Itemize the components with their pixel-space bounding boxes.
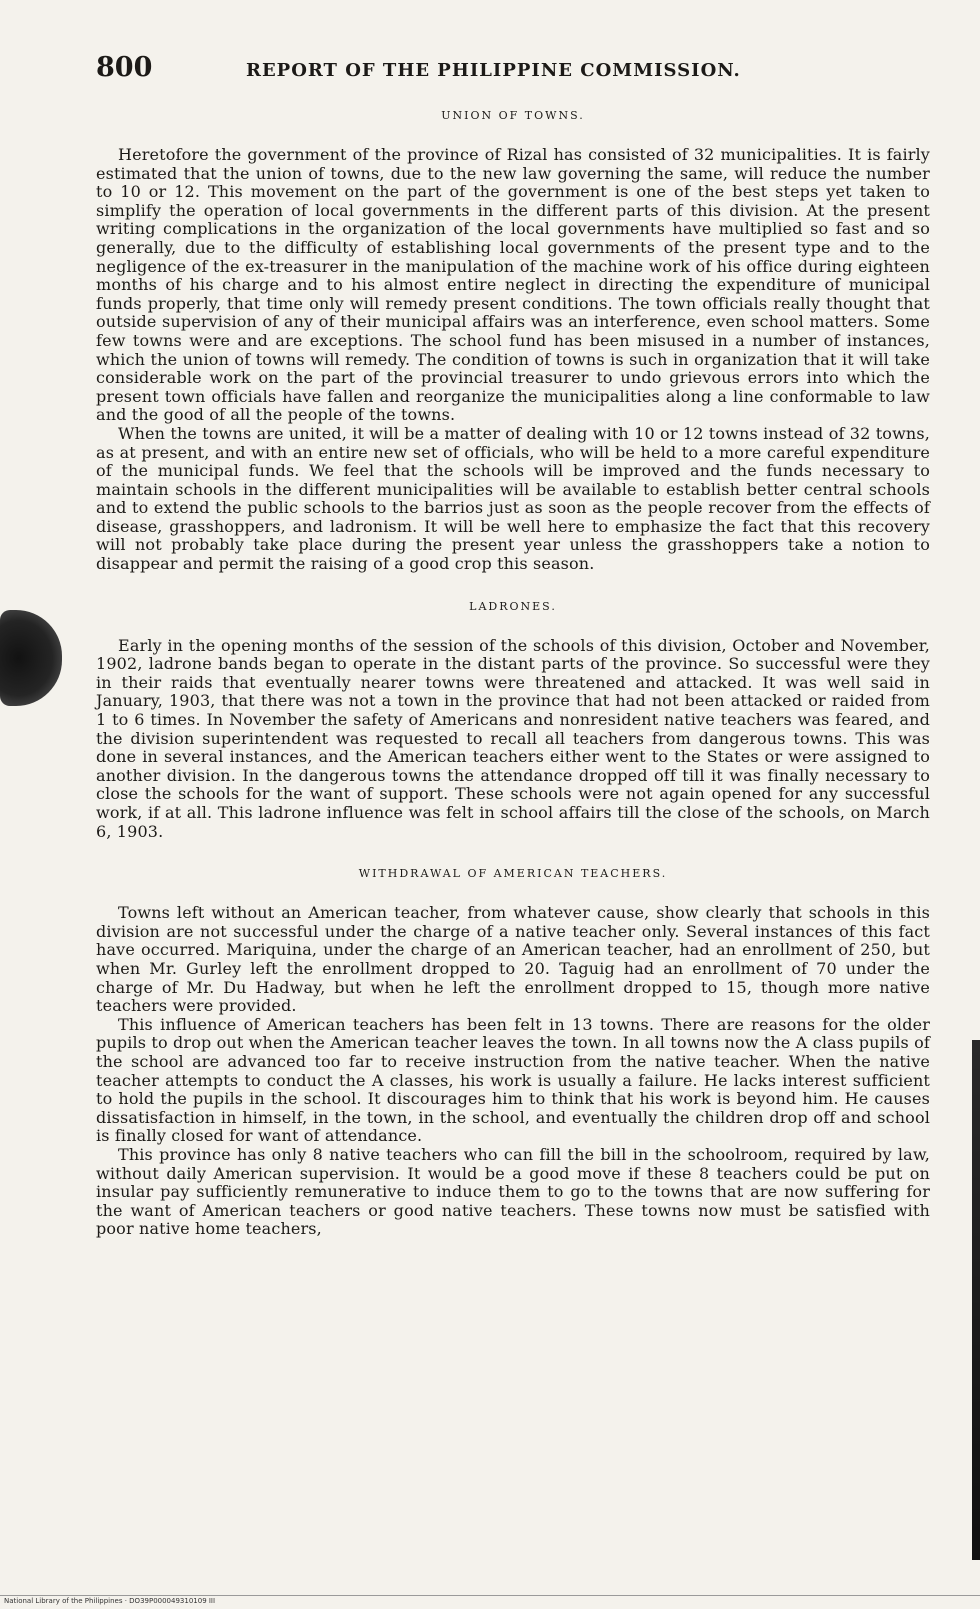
scan-credit: National Library of the Philippines · DO39P000049310109 III (4, 1597, 216, 1605)
paragraph: Towns left without an American teacher, from whatever cause, show clearly that schools in this division are not successful under the charge of a native teacher only. Several instances of this fact have occurred. Mariquina, under the charge of an American teacher, had an enrollment of 250, but when Mr. Gurley left the enrollment dropped to 20. Taguig had an enrollment of 70 under the charge of Mr. Du Hadway, but when he left the enrollment dropped to 15, though more native teachers were provided. (96, 903, 930, 1016)
paragraph: This influence of American teachers has been felt in 13 towns. There are reasons for the older pupils to drop out when the American teacher leaves the town. In all towns now the A class pupils of the school are advanced too far to receive instruction from the native teacher. When the native teacher attempts to conduct the A classes, his work is usually a failure. He lacks interest sufficient to hold the pupils in the school. It discourages him to think that his work is beyond him. He causes dissatisfaction in himself, in the town, in the school, and eventually the children drop off and school is finally closed for want of attendance. (96, 1014, 930, 1146)
scan-shadow (0, 610, 62, 706)
page-header (96, 52, 930, 83)
section-heading: WITHDRAWAL OF AMERICAN TEACHERS. (358, 867, 668, 881)
section-heading: LADRONES. (469, 599, 557, 613)
footer-rule (0, 1595, 980, 1596)
paragraph: Early in the opening months of the session of the schools of this division, October and November, 1902, ladrone bands began to operate in the distant parts of the province. So successful were they in their raids that eventually nearer towns were threatened and attacked. It was well said in January, 1903, that there was not a town in the province that had not been attacked or raided from 1 to 6 times. In November the safety of Americans and nonresident native teachers was feared, and the division superintendent was requested to recall all teachers from dangerous towns. This was done in several instances, and the American teachers either went to the States or were assigned to another division. In the dangerous towns the attendance dropped off till it was finally necessary to close the schools for the want of support. These schools were not again opened for any successful work, if at all. This ladrone influence was felt in school affairs till the close of the schools, on March 6, 1903. (96, 635, 930, 841)
section-ladrones (96, 600, 930, 842)
document-page (96, 52, 930, 1239)
page-number: 800 (96, 52, 153, 83)
paragraph: When the towns are united, it will be a matter of dealing with 10 or 12 towns instead of 32 towns, as at present, and with an entire new set of officials, who will be held to a more careful expenditure of the municipal funds. We feel that the schools will be improved and the funds necessary to maintain schools in the different municipalities will be available to establish better central schools and to extend the public schools to the barrios just as soon as the people recover from the effects of disease, grasshoppers, and ladronism. It will be well here to emphasize the fact that this recovery will not probably take place during the present year unless the grasshoppers take a notion to disappear and permit the raising of a good crop this season. (96, 423, 930, 574)
paragraph: This province has only 8 native teachers who can fill the bill in the schoolroom, required by law, without daily American supervision. It would be a good move if these 8 teachers could be put on insular pay sufficiently remunerative to induce them to go to the towns that are now suffering for the want of American teachers or good native teachers. These towns now must be satisfied with poor native home teachers, (96, 1144, 930, 1239)
paragraph: Heretofore the government of the province of Rizal has consisted of 32 municipalities. It is fairly estimated that the union of towns, due to the new law governing the same, will reduce the number to 10 or 12. This movement on the part of the government is one of the best steps yet taken to simplify the operation of local governments in the different parts of this division. At the present writing complications in the organization of the local governments have multiplied so fast and so generally, due to the difficulty of establishing local governments of the present type and to the negligence of the ex-treasurer in the manipulation of the machine work of his office during eighteen months of his charge and to his almost entire neglect in directing the expenditure of municipal funds properly, that time only will remedy present conditions. The town officials really thought that outside supervision of any of their municipal affairs was an interference, even school matters. Some few towns were and are exceptions. The school fund has been misused in a number of instances, which the union of towns will remedy. The condition of towns is such in organization that it will take considerable work on the part of the provincial treasurer to undo grievous errors into which the present town officials have fallen and reorganize the municipalities along a line conformable to law and the good of all the people of the towns. (96, 145, 930, 425)
section-withdrawal-of-american-teachers (96, 867, 930, 1239)
running-head: REPORT OF THE PHILIPPINE COMMISSION. (246, 60, 741, 81)
page-edge-shadow (972, 1040, 980, 1560)
section-union-of-towns (96, 109, 930, 574)
section-heading: UNION OF TOWNS. (441, 109, 585, 122)
